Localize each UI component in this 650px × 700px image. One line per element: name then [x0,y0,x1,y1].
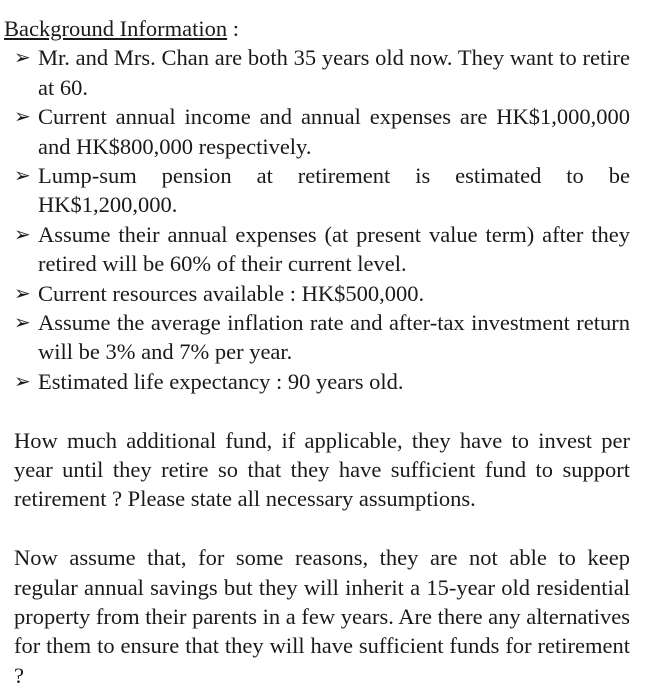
list-item [4,220,630,279]
list-item [4,308,630,367]
arrowhead-icon: ➢ [14,310,31,335]
background-heading [4,14,630,43]
list-item [4,43,630,102]
list-item-text: Current resources available : HK$500,000. [38,280,425,306]
list-item [4,279,630,308]
arrowhead-icon: ➢ [14,163,31,188]
arrowhead-icon: ➢ [14,368,31,393]
list-item-text: Mr. and Mrs. Chan are both 35 years old now. They want to retire at 60. [38,45,630,100]
arrowhead-icon: ➢ [14,280,31,305]
list-item-text: Assume the average inflation rate and after-tax investment return will be 3% and 7% per year. [38,310,630,365]
list-item [4,161,630,220]
question-2: Now assume that, for some reasons, they are not able to keep regular annual savings but they will inherit a 15-year old residential property from their parents in a few years. Are there any alternatives for them to ensure that they will have sufficient funds for retirement ? [14,545,630,688]
list-item-text: Lump-sum pension at retirement is estimated to be HK$1,200,000. [38,163,630,218]
list-item [4,102,630,161]
list-item-text: Assume their annual expenses (at present value term) after they retired will be 60% of their current level. [38,221,630,277]
heading-title: Background Information [4,16,228,41]
list-item-text: Current annual income and annual expenses are HK$1,000,000 and HK$800,000 respectively. [38,104,630,159]
question-1: How much additional fund, if applicable, they have to invest per year until they retire so that they have sufficient fund to support retirement ? Please state all necessary assumptions. [14,427,630,512]
list-item-text: Estimated life expectancy : 90 years old. [38,368,404,394]
heading-suffix: : [227,16,239,41]
arrowhead-icon: ➢ [14,221,31,246]
list-item [4,367,630,396]
arrowhead-icon: ➢ [14,45,31,70]
background-list [4,43,630,396]
arrowhead-icon: ➢ [14,104,31,129]
